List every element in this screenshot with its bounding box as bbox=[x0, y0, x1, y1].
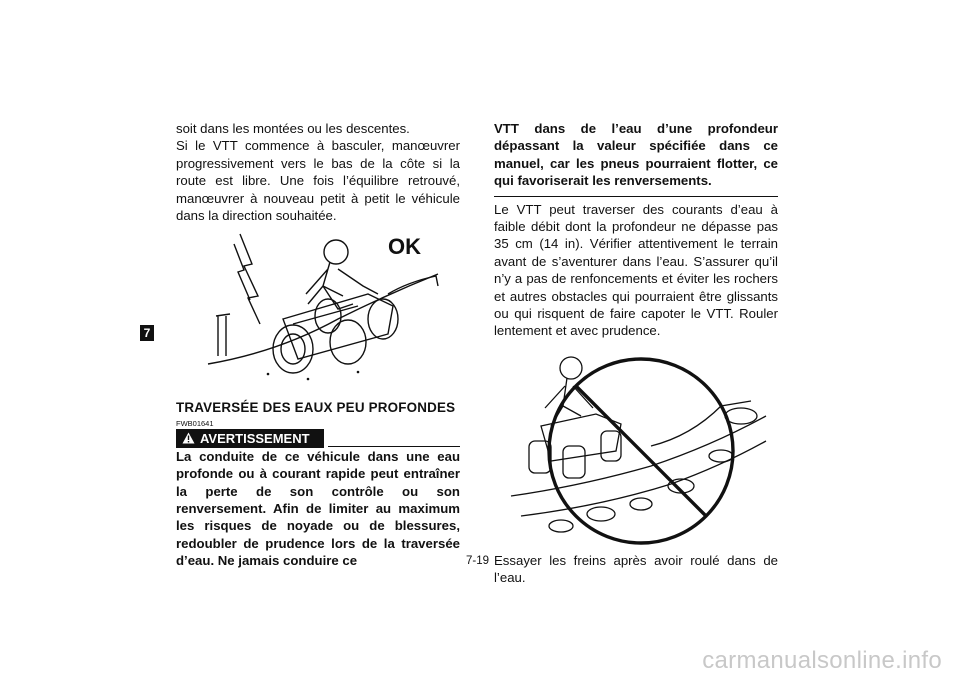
warning-text: La conduite de ce véhicule dans une eau profonde ou à courant rapide peut entraîner la perte de son contrôle ou son renversement. Afin de limiter au maximum les risques de noyade ou de blessures, redoubler de prudence lors de la traversée d’eau. Ne jamais conduire ce bbox=[176, 448, 460, 569]
left-paragraph-2: Si le VTT commence à basculer, manœuvrer progressivement vers le bas de la côte si la route est libre. Une fois l’équilibre retrouvé, manœuvrer à nouveau petit à petit le véhicule dans la direction souhaitée. bbox=[176, 138, 460, 224]
left-paragraph-1: soit dans les montées ou les descentes. bbox=[176, 121, 410, 136]
ok-label: OK bbox=[388, 234, 421, 260]
warning-rule bbox=[328, 429, 460, 447]
right-paragraph-1: Le VTT peut traverser des courants d’eau à faible débit dont la profondeur ne dépasse pas 35 cm (14 in). Vérifier attentivement le terrain avant de s’aventurer dans l’eau. S’assurer qu’il n’y a pas de renfoncements et éviter les rochers et autres obstacles qui pourraient être glissants ou qui risquent de faire capoter le VTT. Rouler lentement et avec prudence. bbox=[494, 201, 778, 339]
atv-in-water-prohibited-illustration bbox=[501, 346, 771, 546]
warning-end-rule bbox=[494, 196, 778, 197]
right-paragraph-2: Essayer les freins après avoir roulé dans de l’eau. bbox=[494, 552, 778, 586]
warning-badge bbox=[176, 429, 324, 448]
warning-code: FWB01641 bbox=[176, 418, 214, 428]
warning-header bbox=[176, 429, 460, 448]
section-heading: TRAVERSÉE DES EAUX PEU PROFONDES bbox=[176, 400, 456, 416]
atv-on-slope-illustration bbox=[188, 224, 448, 389]
warning-triangle-icon bbox=[182, 432, 195, 444]
page-number: 7-19 bbox=[466, 555, 490, 567]
warning-label-text: AVERTISSEMENT bbox=[200, 430, 310, 446]
watermark: carmanualsonline.info bbox=[702, 647, 942, 674]
left-column bbox=[176, 120, 460, 570]
right-column bbox=[494, 120, 778, 587]
warning-continuation: VTT dans de l’eau d’une profondeur dépassant la valeur spécifiée dans ce manuel, car les pneus pourraient flotter, ce qui favoriserait les renversements. bbox=[494, 121, 778, 189]
chapter-tab: 7 bbox=[140, 325, 154, 341]
